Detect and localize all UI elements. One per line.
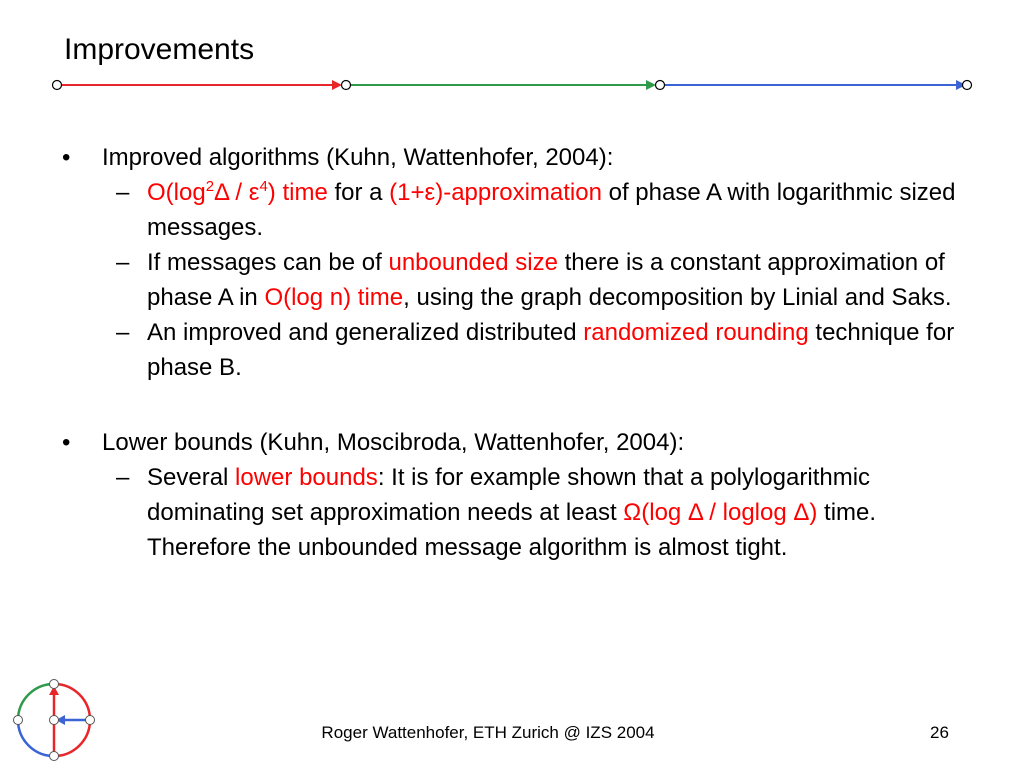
sub-text: there is a constant approximation of phase A in — [147, 249, 945, 311]
sub-text: , using the graph decomposition by Linial and Saks. — [403, 284, 952, 311]
highlight-text: O(log n) time — [264, 284, 404, 311]
sub-text: Several — [147, 464, 236, 491]
highlight-text: randomized rounding — [583, 319, 809, 346]
bullet-text: Improved algorithms (Kuhn, Wattenhofer, 2004): — [102, 144, 614, 171]
sub-text: An improved and generalized distributed — [147, 319, 584, 346]
sub-text: If messages can be of — [147, 249, 389, 276]
dash-mark: – — [116, 464, 130, 491]
highlight-text: unbounded size — [388, 249, 558, 276]
sub-text: for a — [327, 179, 390, 206]
bullet-item — [62, 425, 962, 460]
sub-item — [62, 460, 962, 565]
highlight-text: O(log — [147, 179, 206, 206]
page-number: 26 — [930, 723, 949, 742]
bullet-text: Lower bounds (Kuhn, Moscibroda, Wattenhofer, 2004): — [102, 429, 685, 456]
dash-mark: – — [116, 249, 130, 276]
node-circle — [963, 81, 972, 90]
sub-text: time. Therefore the unbounded message algorithm is almost tight. — [147, 499, 877, 561]
sub-item — [62, 175, 962, 245]
node-circle — [656, 81, 665, 90]
green-arrowhead — [646, 80, 656, 90]
sub-text: of phase A with logarithmic sized messages. — [147, 179, 956, 241]
sub-item — [62, 245, 962, 315]
highlight-text: (1+ε)-approximation — [389, 179, 602, 206]
sub-text: technique for phase B. — [147, 319, 955, 381]
bullet-mark: • — [62, 144, 71, 171]
superscript: 4 — [259, 178, 268, 195]
spacer — [62, 385, 962, 425]
slide-body — [62, 140, 962, 565]
bullet-mark: • — [62, 429, 71, 456]
node-circle — [53, 81, 62, 90]
highlight-text: Δ / ε — [214, 179, 260, 206]
dash-mark: – — [116, 179, 130, 206]
sub-text: : It is for example shown that a polylogarithmic dominating set approximation needs at least — [147, 464, 871, 526]
highlight-text: lower bounds — [235, 464, 378, 491]
red-arrowhead — [332, 80, 342, 90]
highlight-text: Ω(log Δ / loglog Δ) — [623, 499, 818, 526]
footer-text: Roger Wattenhofer, ETH Zurich @ IZS 2004 — [321, 723, 655, 742]
superscript: 2 — [205, 178, 215, 195]
node-circle — [342, 81, 351, 90]
bullet-item — [62, 140, 962, 175]
header-arrow-line — [0, 70, 1024, 100]
sub-item — [62, 315, 962, 385]
dash-mark: – — [116, 319, 130, 346]
highlight-text: ) time — [267, 179, 328, 206]
slide-title: Improvements — [64, 33, 255, 66]
